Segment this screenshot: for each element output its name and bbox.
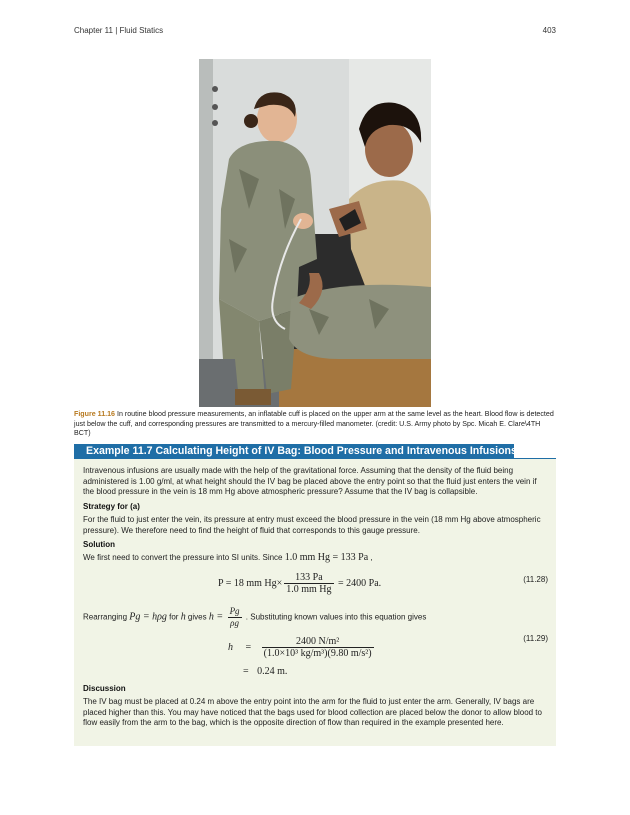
eq2-equals-2: = — [243, 666, 249, 677]
solution-text — [83, 553, 548, 564]
h-denominator: ρg — [230, 618, 239, 628]
conversion-tail: , — [368, 553, 373, 562]
eq1-lhs: P = 18 mm Hg× — [218, 577, 283, 589]
eq2-result-line — [243, 666, 287, 677]
equation-number-11-28: (11.28) — [523, 575, 548, 584]
h-equals: h = — [208, 611, 226, 623]
figure-caption-text: In routine blood pressure measurements, an inflatable cuff is placed on the upper arm at the same level as the heart. Blood flow is detected just below the cuff, and corresponding pressures are transmitted to a mercury-filled manometer. (credit: U.S. Army photo by Spc. Micah E. Clare\4TH BCT) — [74, 410, 554, 438]
solution-heading: Solution — [83, 540, 115, 549]
variable-h: h — [180, 611, 186, 623]
eq2-numerator: 2400 N/m² — [262, 636, 374, 648]
eq1-numerator: 133 Pa — [284, 572, 333, 584]
rearranging-pre: Rearranging — [83, 612, 130, 622]
equation-number-11-29: (11.29) — [523, 634, 548, 643]
example-title-rule — [514, 458, 556, 459]
page-number: 403 — [542, 26, 556, 35]
h-numerator: Pg — [229, 606, 240, 616]
eq2-fraction — [262, 636, 374, 659]
equation-11-29 — [228, 636, 376, 659]
solution-lead: We first need to convert the pressure into SI units. Since — [83, 553, 285, 562]
rearranging-for: for — [166, 612, 181, 622]
eq2-equals: = — [245, 641, 252, 653]
figure-label: Figure 11.16 — [74, 410, 116, 418]
conversion-formula: 1.0 mm Hg = 133 Pa — [284, 552, 369, 563]
discussion-heading: Discussion — [83, 684, 126, 693]
discussion-text: The IV bag must be placed at 0.24 m above the entry point into the arm for the fluid to just enter the arm. Generally, IV bags are placed higher than this. You may have noticed that the bags used for blood collection are placed below the donor to allow blood to flow easily from the arm to the bag, which is the opposite direction of flow than required in the example presented here. — [83, 697, 542, 728]
eq2-lhs: h — [228, 641, 233, 653]
eq1-fraction — [284, 572, 333, 595]
strategy-text: For the fluid to just enter the vein, its pressure at entry must exceed the blood pressure in the vein (18 mm Hg above atmospheric pressure). We therefore need to find the height of fluid that corresponds to this gauge pressure. — [83, 515, 541, 535]
eq2-result: 0.24 m. — [257, 666, 288, 677]
running-header-chapter: Chapter 11 | Fluid Statics — [74, 26, 164, 35]
eq1-rhs: = 2400 Pa. — [335, 577, 382, 589]
blood-pressure-photo — [199, 59, 431, 407]
eq2-denominator: (1.0×10³ kg/m³)(9.80 m/s²) — [263, 648, 372, 659]
rearranging-line — [83, 606, 548, 629]
rearranging-post: . Substituting known values into this equation gives — [243, 612, 427, 622]
strategy-heading: Strategy for (a) — [83, 502, 140, 511]
rearranging-gives: gives — [185, 612, 209, 622]
pg-formula: Pg = hρg — [129, 611, 167, 623]
figure-caption — [74, 410, 554, 439]
example-title: Example 11.7 Calculating Height of IV Bag: Blood Pressure and Intravenous Infusions — [74, 444, 514, 459]
example-intro: Intravenous infusions are usually made with the help of the gravitational force. Assuming that the density of the fluid being administered is 1.00 g/ml, at what height should the IV bag be placed above the entry point so that the fluid just enters the vein if the blood pressure in the vein is 18 mm Hg above atmospheric pressure? Assume that the IV bag is collapsible. — [83, 466, 537, 497]
equation-11-28 — [218, 572, 381, 595]
h-fraction — [228, 606, 242, 629]
eq1-denominator: 1.0 mm Hg — [286, 584, 332, 595]
